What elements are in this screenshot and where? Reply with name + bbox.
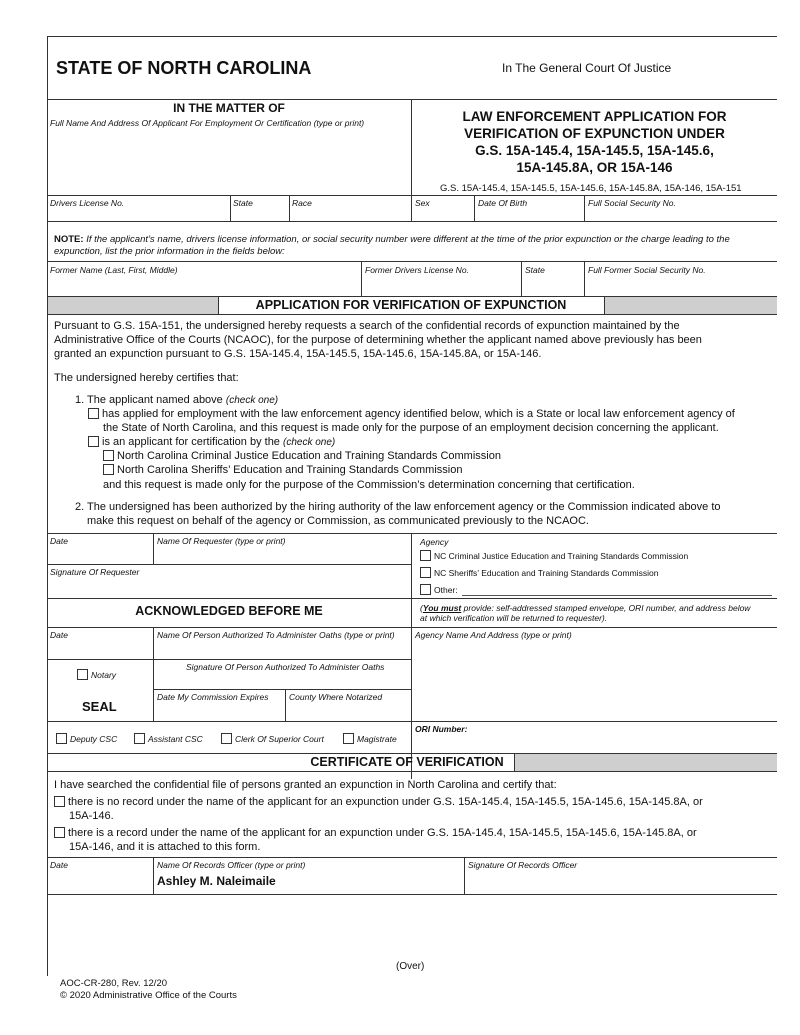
option-employment: has applied for employment with the law enforcement agency identified below, which is a State or local law enforcement agency of — [88, 407, 778, 421]
seal-label: SEAL — [82, 699, 117, 714]
agency-option-cjets: NC Criminal Justice Education and Training Standards Commission — [420, 550, 688, 562]
matter-subtitle: Full Name And Address Of Applicant For Employment Or Certification (type or print) — [50, 118, 365, 128]
agency-cjets-checkbox[interactable] — [420, 550, 431, 561]
state-field[interactable]: State — [233, 198, 253, 208]
ssn-field[interactable]: Full Social Security No. — [588, 198, 676, 208]
option-certification: is an applicant for certification by the (check one) — [88, 435, 335, 450]
sheriffs-checkbox[interactable] — [103, 464, 114, 475]
ori-number-field[interactable]: ORI Number: — [415, 724, 468, 734]
race-field[interactable]: Race — [292, 198, 312, 208]
drivers-license-field[interactable]: Drivers License No. — [50, 198, 125, 208]
sub-option-sheriffs: North Carolina Sheriffs’ Education and Training Standards Commission — [103, 463, 462, 477]
certification-checkbox[interactable] — [88, 436, 99, 447]
dob-field[interactable]: Date Of Birth — [478, 198, 528, 208]
commission-expires-field[interactable]: Date My Commission Expires — [157, 692, 269, 702]
agency-other-input[interactable] — [462, 595, 772, 596]
court-title: In The General Court Of Justice — [502, 61, 672, 75]
role-deputy-csc: Deputy CSC — [56, 733, 117, 745]
role-clerk: Clerk Of Superior Court — [221, 733, 324, 745]
form-number: AOC-CR-280, Rev. 12/20 — [60, 978, 168, 989]
certificate-heading: CERTIFICATE OF VERIFICATION — [310, 755, 504, 769]
certificate-no-record-cont: 15A-146. — [69, 810, 114, 822]
option-employment-cont: the State of North Carolina, and this request is made only for the purpose of an employment decision concerning the applicant. — [103, 422, 719, 434]
agency-sheriffs-checkbox[interactable] — [420, 567, 431, 578]
copyright: © 2020 Administrative Office of the Courts — [60, 990, 237, 1001]
agency-address-field[interactable]: Agency Name And Address (type or print) — [415, 630, 572, 640]
form-title: LAW ENFORCEMENT APPLICATION FOR VERIFICATION OF EXPUNCTION UNDER G.S. 15A-145.4, 15A-145.5, 15A-145.6, 15A-145.8A, OR 15A-146 — [462, 109, 727, 175]
assistant-csc-checkbox[interactable] — [134, 733, 145, 744]
certificate-intro: I have searched the confidential file of persons granted an expunction in North Carolina and certify that: — [54, 779, 557, 791]
oath-signature-field[interactable]: Signature Of Person Authorized To Administer Oaths — [186, 662, 385, 672]
item-1: 1. The applicant named above (check one) — [75, 394, 279, 406]
matter-title: IN THE MATTER OF — [173, 101, 285, 115]
certificate-record: there is a record under the name of the applicant for an expunction under G.S. 15A-145.4, 15A-145.5, 15A-145.6, 15A-145.8A, or — [54, 826, 774, 840]
certificate-no-record: there is no record under the name of the applicant for an expunction under G.S. 15A-145.4, 15A-145.5, 15A-145.6, 15A-145.8A, or — [54, 795, 774, 809]
records-officer-signature-field[interactable]: Signature Of Records Officer — [468, 860, 578, 870]
former-license-field[interactable]: Former Drivers License No. — [365, 265, 469, 275]
acknowledged-heading: ACKNOWLEDGED BEFORE ME — [135, 604, 323, 618]
requester-signature-field[interactable]: Signature Of Requester — [50, 567, 140, 577]
application-para: Pursuant to G.S. 15A-151, the undersigned hereby requests a search of the confidential records of expunction maintained by the Administrative Office of the Courts (NCAOC), for the purpose of determining whether the applicant named above previously has been granted an expunction pursuant to G.S. 15A-145.4, 15A-145.5, 15A-145.6, 15A-145.8A, or 15A-146. — [54, 320, 702, 360]
oath-date-field[interactable]: Date — [50, 630, 68, 640]
role-magistrate: Magistrate — [343, 733, 397, 745]
no-record-checkbox[interactable] — [54, 796, 65, 807]
agency-other-checkbox[interactable] — [420, 584, 431, 595]
magistrate-checkbox[interactable] — [343, 733, 354, 744]
application-heading: APPLICATION FOR VERIFICATION OF EXPUNCTION — [255, 298, 567, 312]
certifies-text: The undersigned hereby certifies that: — [54, 372, 239, 384]
sex-field[interactable]: Sex — [415, 198, 430, 208]
employment-checkbox[interactable] — [88, 408, 99, 419]
requester-name-field[interactable]: Name Of Requester (type or print) — [157, 536, 286, 546]
notary-checkbox[interactable] — [77, 669, 88, 680]
record-checkbox[interactable] — [54, 827, 65, 838]
sub-option-cjets: North Carolina Criminal Justice Education and Training Standards Commission — [103, 449, 501, 463]
application-band-left — [48, 297, 218, 314]
notary-option: Notary — [77, 669, 116, 681]
former-state-field[interactable]: State — [525, 265, 545, 275]
former-ssn-field[interactable]: Full Former Social Security No. — [588, 265, 706, 275]
county-notarized-field[interactable]: County Where Notarized — [289, 692, 383, 702]
certificate-record-cont: 15A-146, and it is attached to this form. — [69, 841, 261, 853]
former-name-field[interactable]: Former Name (Last, First, Middle) — [50, 265, 178, 275]
form-statutes: G.S. 15A-145.4, 15A-145.5, 15A-145.6, 15A-145.8A, 15A-146, 15A-151 — [440, 183, 742, 194]
requester-date-field[interactable]: Date — [50, 536, 68, 546]
top-rule — [47, 36, 777, 37]
oath-name-field[interactable]: Name Of Person Authorized To Administer Oaths (type or print) — [157, 630, 395, 640]
must-provide-note: (You must provide: self-addressed stamped envelope, ORI number, and address below at which verification will be returned to requester). — [420, 603, 751, 623]
application-band-right — [604, 297, 777, 314]
note: NOTE: If the applicant’s name, drivers license information, or social security number were different at the time of the prior expunction or the charge leading to the expunction, list the prior information in the fields below: — [54, 234, 730, 257]
state-title: STATE OF NORTH CAROLINA — [56, 58, 312, 78]
records-officer-name-value[interactable]: Ashley M. Naleimaile — [157, 874, 276, 888]
clerk-checkbox[interactable] — [221, 733, 232, 744]
certificate-band — [514, 754, 777, 771]
deputy-csc-checkbox[interactable] — [56, 733, 67, 744]
role-assistant-csc: Assistant CSC — [134, 733, 203, 745]
certificate-date-field[interactable]: Date — [50, 860, 68, 870]
matter-input[interactable] — [48, 132, 410, 194]
agency-label: Agency — [420, 537, 449, 547]
agency-option-sheriffs: NC Sheriffs’ Education and Training Standards Commission — [420, 567, 658, 579]
sub-option-end: and this request is made only for the purpose of the Commission’s determination concerning that certification. — [103, 479, 635, 491]
agency-option-other: Other: — [420, 584, 458, 596]
item-2: 2. The undersigned has been authorized by the hiring authority of the law enforcement agency or the Commission indicated above to make this request on behalf of the agency or Commission, as communicated previously to the NCAOC. — [75, 501, 721, 527]
records-officer-name-label: Name Of Records Officer (type or print) — [157, 860, 306, 870]
cjets-checkbox[interactable] — [103, 450, 114, 461]
over-label: (Over) — [396, 961, 425, 972]
